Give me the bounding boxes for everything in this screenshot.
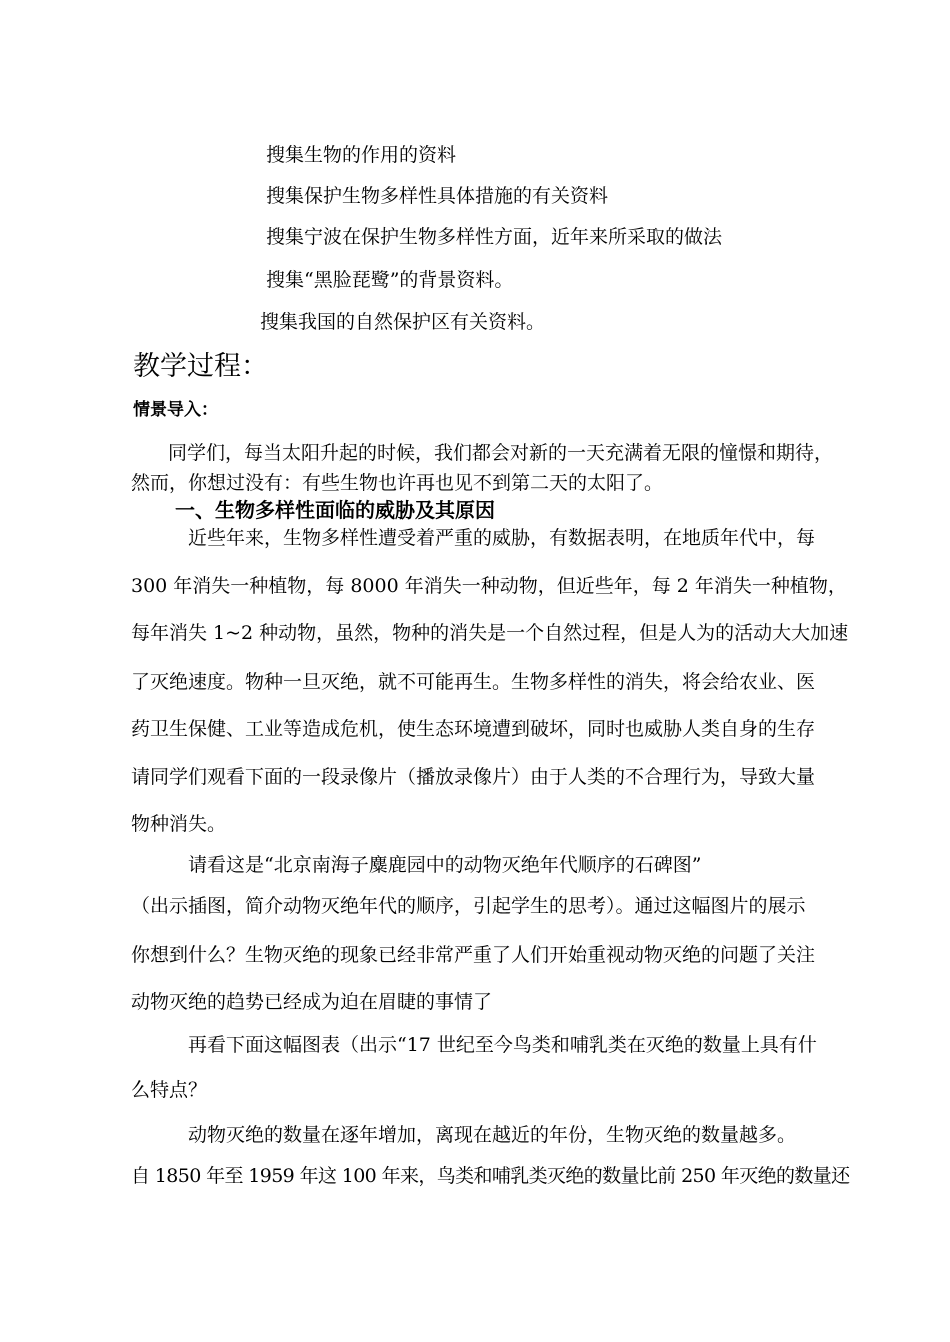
- paragraph-line: 然而，你想过没有：有些生物也许再也见不到第二天的太阳了。: [131, 472, 664, 494]
- paragraph-line: 了灭绝速度。物种一旦灭绝，就不可能再生。生物多样性的消失，将会给农业、医: [131, 671, 816, 693]
- paragraph-line: 请看这是“北京南海子麋鹿园中的动物灭绝年代顺序的石碑图”: [188, 854, 702, 876]
- section-title: 一、生物多样性面临的威胁及其原因: [175, 498, 495, 522]
- paragraph-line: （出示插图，简介动物灭绝年代的顺序，引起学生的思考）。通过这幅图片的展示: [131, 895, 806, 917]
- prep-item: 搜集保护生物多样性具体措施的有关资料: [266, 185, 609, 207]
- paragraph-line: 动物灭绝的数量在逐年增加，离现在越近的年份，生物灭绝的数量越多。: [188, 1124, 797, 1146]
- paragraph-line: 近些年来，生物多样性遭受着严重的威胁，有数据表明，在地质年代中，每: [188, 527, 816, 549]
- prep-item: 搜集生物的作用的资料: [266, 144, 457, 166]
- paragraph-line: 物种消失。: [131, 813, 227, 835]
- paragraph-line: 你想到什么？生物灭绝的现象已经非常严重了人们开始重视动物灭绝的问题了关注: [131, 944, 816, 966]
- paragraph-line: 同学们，每当太阳升起的时候，我们都会对新的一天充满着无限的憧憬和期待，: [168, 442, 834, 464]
- paragraph-line: 再看下面这幅图表（出示“17 世纪至今鸟类和哺乳类在灭绝的数量上具有什: [188, 1034, 817, 1056]
- heading-teaching-process: 教学过程：: [133, 351, 268, 382]
- prep-item: 搜集我国的自然保护区有关资料。: [260, 311, 546, 333]
- paragraph-line: 请同学们观看下面的一段录像片（播放录像片）由于人类的不合理行为，导致大量: [131, 766, 816, 788]
- paragraph-line: 动物灭绝的趋势已经成为迫在眉睫的事情了: [131, 991, 493, 1013]
- paragraph-line: 每年消失 1~2 种动物，虽然，物种的消失是一个自然过程，但是人为的活动大大加速: [131, 622, 849, 644]
- paragraph-line: 么特点？: [131, 1079, 208, 1101]
- paragraph-line: 300 年消失一种植物，每 8000 年消失一种动物，但近些年，每 2 年消失一种植物，: [131, 575, 847, 597]
- paragraph-line: 药卫生保健、工业等造成危机，使生态环境遭到破坏，同时也威胁人类自身的生存: [131, 718, 816, 740]
- subheading-intro: 情景导入：: [133, 400, 218, 420]
- prep-item: 搜集宁波在保护生物多样性方面，近年来所采取的做法: [266, 226, 723, 248]
- paragraph-line: 自 1850 年至 1959 年这 100 年来，鸟类和哺乳类灭绝的数量比前 250 年灭绝的数量还: [131, 1165, 850, 1187]
- prep-item: 搜集“黑脸琵鹭”的背景资料。: [266, 269, 514, 291]
